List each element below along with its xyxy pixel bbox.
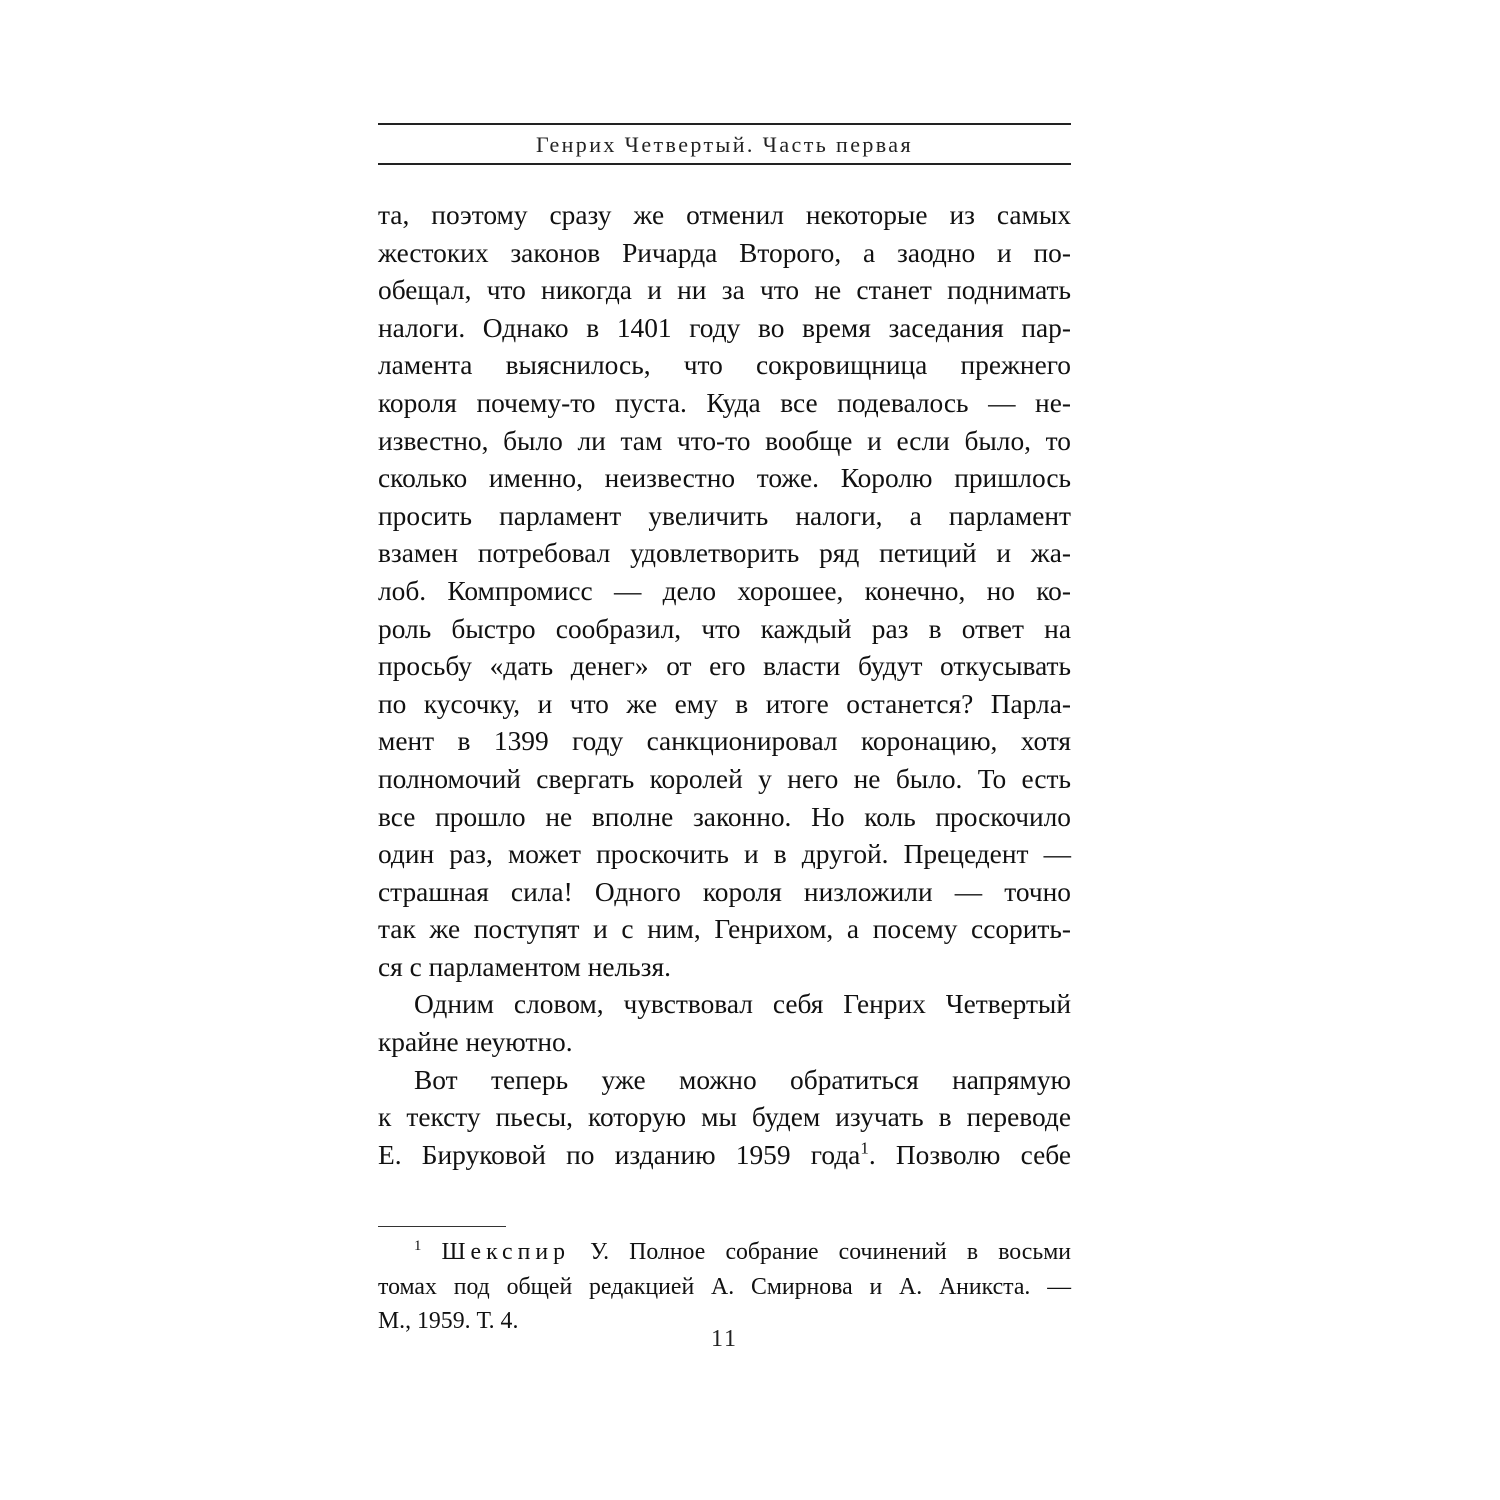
text-line: короля почему-то пуста. Куда все подевалось — не- bbox=[378, 387, 1071, 418]
text-line: лоб. Компромисс — дело хорошее, конечно, но ко- bbox=[378, 575, 1071, 606]
text-line: просьбу «дать денег» от его власти будут откусывать bbox=[378, 651, 1071, 682]
text-line: жестоких законов Ричарда Второго, а заодно и по- bbox=[378, 237, 1071, 268]
text-fragment: Е. Бируковой по изданию 1959 года bbox=[378, 1139, 861, 1170]
footnote-line: томах под общей редакцией А. Смирнова и А. Аникста. — bbox=[378, 1273, 1071, 1300]
running-header bbox=[378, 123, 1071, 165]
text-line: Одним словом, чувствовал себя Генрих Четвертый bbox=[414, 989, 1071, 1020]
text-line: страшная сила! Одного короля низложили — точно bbox=[378, 876, 1071, 907]
text-line: обещал, что никогда и ни за что не станет поднимать bbox=[378, 275, 1071, 306]
text-fragment: . Позволю себе bbox=[868, 1139, 1071, 1170]
text-line: мент в 1399 году санкционировал коронацию, хотя bbox=[378, 726, 1071, 757]
text-line: та, поэтому сразу же отменил некоторые из самых bbox=[378, 200, 1071, 230]
running-header-title: Генрих Четвертый. Часть первая bbox=[536, 132, 913, 157]
text-line: к тексту пьесы, которую мы будем изучать в переводе bbox=[378, 1102, 1071, 1133]
text-line: полномочий свергать королей у него не было. То есть bbox=[378, 763, 1071, 794]
text-line: сколько именно, неизвестно тоже. Королю пришлось bbox=[378, 463, 1071, 494]
text-line: так же поступят и с ним, Генрихом, а посему ссорить- bbox=[378, 914, 1071, 945]
text-line: просить парламент увеличить налоги, а парламент bbox=[378, 500, 1071, 531]
page-number: 11 bbox=[710, 1326, 739, 1352]
text-line: ламента выяснилось, что сокровищница прежнего bbox=[378, 350, 1071, 381]
text-line-with-footnote-ref bbox=[378, 1137, 1071, 1175]
main-text bbox=[378, 197, 1071, 1174]
book-page bbox=[378, 0, 1071, 1500]
footnote bbox=[378, 1235, 1071, 1339]
text-line: Вот теперь уже можно обратиться напрямую bbox=[414, 1064, 1071, 1095]
footnote-marker: 1 bbox=[414, 1237, 422, 1254]
text-line: по кусочку, и что же ему в итоге останется? Парла- bbox=[378, 688, 1071, 719]
text-line: все прошло не вполне законно. Но коль проскочило bbox=[378, 801, 1071, 832]
footnote-line: М., 1959. Т. 4. bbox=[378, 1308, 519, 1334]
text-line: крайне неуютно. bbox=[378, 1027, 573, 1058]
text-line: ся с парламентом нельзя. bbox=[378, 951, 671, 982]
text-line: один раз, может проскочить и в другой. Прецедент — bbox=[378, 839, 1071, 870]
text-line: известно, было ли там что-то вообще и если было, то bbox=[378, 425, 1071, 456]
text-line: налоги. Однако в 1401 году во время заседания пар- bbox=[378, 312, 1071, 343]
footnote-author: Шекспир bbox=[441, 1239, 570, 1265]
footnote-reference[interactable]: 1 bbox=[860, 1138, 869, 1158]
footnote-line bbox=[378, 1235, 1071, 1270]
footnote-divider bbox=[378, 1226, 506, 1227]
footnote-text: У. Полное собрание сочинений в восьми bbox=[569, 1239, 1071, 1265]
text-line: роль быстро сообразил, что каждый раз в ответ на bbox=[378, 613, 1071, 644]
text-line: взамен потребовал удовлетворить ряд петиций и жа- bbox=[378, 538, 1071, 569]
